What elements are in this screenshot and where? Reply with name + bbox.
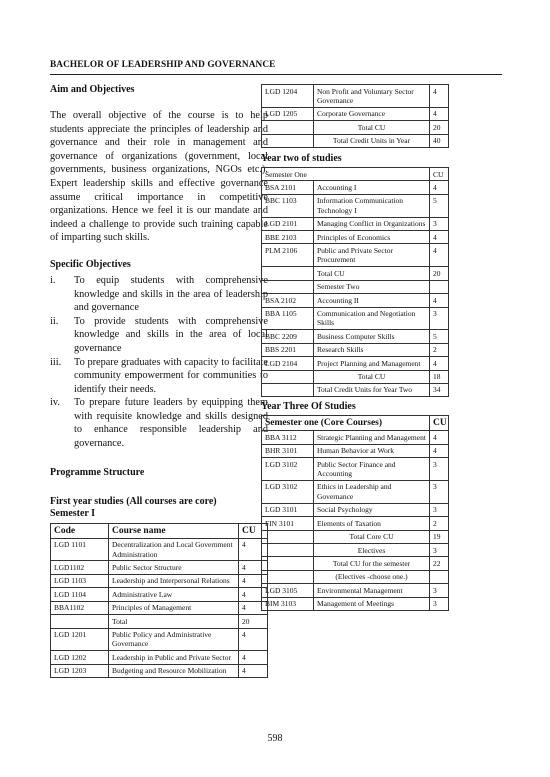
year-one-continued-table — [261, 84, 449, 148]
semester-two-row — [262, 280, 449, 293]
table-total-row: Total Core CU 19 — [262, 530, 449, 543]
objectives-list — [50, 274, 268, 451]
table-row: LGD 1103 Leadership and Interpersonal Relations 4 — [51, 574, 268, 587]
table-row: PLM 2106 Public and Private Sector Procurement 4 — [262, 244, 449, 267]
table-row: BHR 3101 Human Behavior at Work 4 — [262, 444, 449, 457]
table-total-row: Total CU 18 — [262, 370, 449, 383]
table-total-row: Total Credit Units in Year 40 — [262, 134, 449, 147]
table-row: LGD 1205 Corporate Governance 4 — [262, 107, 449, 120]
table-row: LGD 3102 Public Sector Finance and Accounting 3 — [262, 458, 449, 481]
table-row: LGD 3105 Environmental Management 3 — [262, 584, 449, 597]
table-header-row — [262, 168, 449, 181]
table-total-row: Total CU 20 — [262, 267, 449, 280]
table-total-row: Total CU for the semester 22 — [262, 557, 449, 570]
aim-heading: Aim and Objectives — [50, 84, 135, 95]
table-row: BBA 3112 Strategic Planning and Management 4 — [262, 431, 449, 444]
semester-one-label: Semester One — [262, 168, 430, 181]
table-total-row: Total 20 — [51, 615, 268, 628]
table-header-row — [51, 523, 268, 538]
table-row: BBA1102 Principles of Management 4 — [51, 601, 268, 614]
table-total-row: Total Credit Units for Year Two 34 — [262, 383, 449, 396]
table-row: LGD 2104 Project Planning and Management 4 — [262, 357, 449, 370]
table-row: LGD 3102 Ethics in Leadership and Governance 3 — [262, 480, 449, 503]
table-row: BBA 1105 Communication and Negotiation Skills 3 — [262, 307, 449, 330]
year-three-heading: Year Three Of Studies — [261, 401, 356, 413]
right-column — [261, 84, 448, 611]
table-row: LGD 1101 Decentralization and Local Government Administration 4 — [51, 538, 268, 561]
table-row: LGD 1202 Leadership in Public and Private Sector 4 — [51, 651, 268, 664]
table-row: LGD 1104 Administrative Law 4 — [51, 588, 268, 601]
semester-one-core-label: Semester one (Core Courses) — [262, 416, 430, 431]
table-row: BSA 2101 Accounting I 4 — [262, 181, 449, 194]
semester-two-label: Semester Two — [314, 280, 430, 293]
title-rule — [50, 74, 502, 75]
table-row: BBC 1103 Information Communication Technology I 5 — [262, 194, 449, 217]
table-row: BBS 2201 Research Skills 2 — [262, 343, 449, 356]
cu-column-header: CU — [238, 523, 267, 538]
year-two-table — [261, 167, 449, 397]
electives-row: Electives 3 — [262, 544, 449, 557]
cu-column-header: CU — [430, 168, 449, 181]
cu-column-header: CU — [430, 416, 449, 431]
table-header-row — [262, 416, 449, 431]
programme-structure-heading: Programme Structure — [50, 466, 145, 478]
code-column-header: Code — [51, 523, 109, 538]
table-row: LGD 1201 Public Policy and Administrative Governance 4 — [51, 628, 268, 651]
left-column — [50, 84, 268, 678]
table-row: FIN 3101 Elements of Taxation 2 — [262, 517, 449, 530]
table-row: LGD 1204 Non Profit and Voluntary Sector Governance 4 — [262, 85, 449, 108]
table-row: LGD 1203 Budgeting and Resource Mobilization 4 — [51, 664, 268, 677]
list-item: iv. To prepare future leaders by equipping them with requisite knowledge and skills designed to enhance responsible leadership and governance. — [50, 397, 268, 450]
list-item: ii. To provide students with comprehensive knowledge and skills in the area of local governance — [50, 315, 268, 354]
table-row: LGD 2101 Managing Conflict in Organizations 3 — [262, 217, 449, 230]
table-row: BBC 2209 Business Computer Skills 5 — [262, 330, 449, 343]
year-two-heading: Year two of studies — [261, 153, 342, 165]
year-three-table — [261, 415, 449, 611]
table-row: BIM 3103 Management of Meetings 3 — [262, 597, 449, 610]
list-item: iii. To prepare graduates with capacity to facilitate community empowerment for communities to identify their needs. — [50, 356, 268, 395]
aim-paragraph: The overall objective of the course is to help students appreciate the principles of leadership and governance and their role in management and governance of organizations (government, local governments, business organizations, NGOs etc.). Expert leadership skills and effective governance assume critical importance in competitive organizations. Hence we feel it is our mandate and indeed a challenge to provide such training capable of imparting such skills. — [50, 110, 268, 244]
table-row: LGD1102 Public Sector Structure 4 — [51, 561, 268, 574]
page-number: 598 — [267, 733, 283, 744]
year-one-table — [50, 523, 268, 678]
table-row: BSA 2102 Accounting II 4 — [262, 294, 449, 307]
year-one-heading: First year studies (All courses are core) — [50, 495, 217, 507]
table-total-row: Total CU 20 — [262, 121, 449, 134]
course-name-column-header: Course name — [109, 523, 239, 538]
list-item: i. To equip students with comprehensive knowledge and skills in the area of leadership and governance — [50, 274, 268, 314]
table-row: LGD 3101 Social Psychology 3 — [262, 503, 449, 516]
page-title: BACHELOR OF LEADERSHIP AND GOVERNANCE — [50, 60, 276, 70]
electives-note-row: (Electives -choose one.) — [262, 570, 449, 583]
table-row: BBE 2103 Principles of Economics 4 — [262, 231, 449, 244]
semester-one-label: Semester I — [50, 507, 96, 519]
specific-objectives-heading: Specific Objectives — [50, 258, 131, 270]
